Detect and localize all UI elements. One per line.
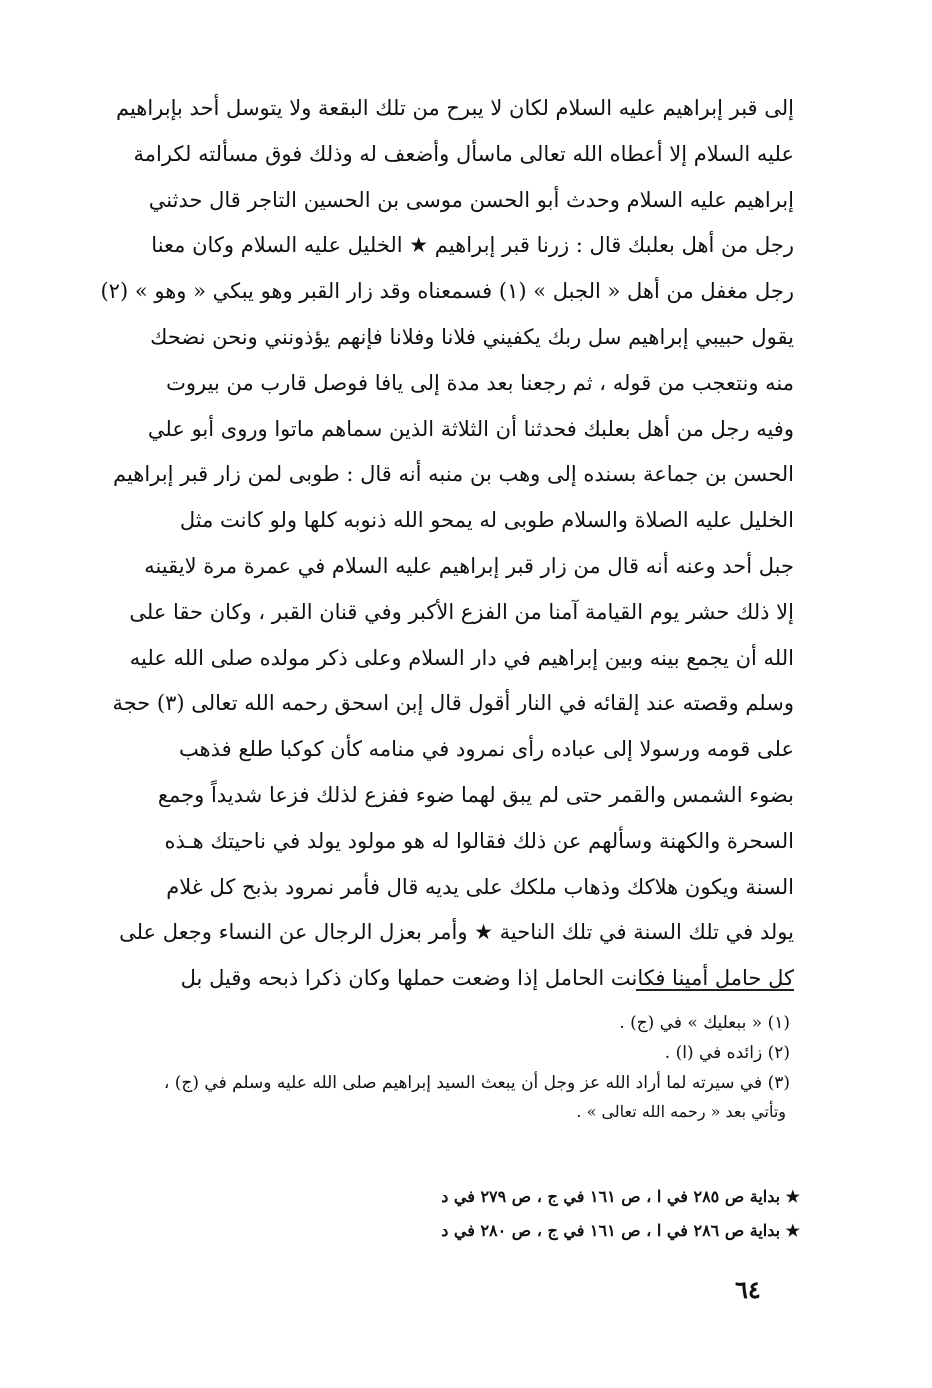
- page-mark-1: ★ بداية ص ٢٨٥ في ا ، ص ١٦١ في ج ، ص ٢٧٩ في د: [441, 1187, 800, 1206]
- text-line-12: إلا ذلك حشر يوم القيامة آمنا من الفزع الأكبر وفي قنان القبر ، وكان حقا على: [129, 599, 794, 624]
- footnote-1: (١) « ببعليك » في (ج) .: [619, 1013, 790, 1033]
- text-line-5: رجل مغفل من أهل « الجبل » (١) فسمعناه وقد زار القبر وهو يبكي « وهو » (٢): [100, 279, 794, 304]
- text-line-2: عليه السلام إلا أعطاه الله تعالى ماسأل وأضعف له وذلك فوق مسألته لكرامة: [133, 141, 794, 166]
- text-line-14: وسلم وقصته عند إلقائه في النار أقول قال إبن اسحق رحمه الله تعالى (٣) حجة: [112, 691, 794, 716]
- text-line-17: السحرة والكهنة وسألهم عن ذلك فقالوا له هو مولود يولد في ناحيتك هـذه: [164, 828, 794, 853]
- text-line-8: وفيه رجل من أهل بعلبك فحدثنا أن الثلاثة الذين سماهم ماتوا وروى أبو علي: [147, 416, 794, 441]
- text-line-9: الحسن بن جماعة بسنده إلى وهب بن منبه أنه قال : طوبى لمن زار قبر إبراهيم: [112, 462, 794, 487]
- text-line-3: إبراهيم عليه السلام وحدث أبو الحسن موسى بن الحسين التاجر قال حدثني: [148, 187, 794, 212]
- footnotes: [150, 1008, 790, 1126]
- text-line-1: إلى قبر إبراهيم عليه السلام لكان لا يبرح من تلك البقعة ولا يتوسل أحد بإبراهيم: [115, 96, 794, 120]
- text-line-15: على قومه ورسولا إلى عباده رأى نمرود في منامه كأن كوكبا طلع فذهب: [178, 737, 794, 762]
- text-line-13: الله أن يجمع بينه وبين إبراهيم في دار السلام وعلى ذكر مولده صلى الله عليه: [129, 645, 794, 670]
- page-break-marks: [340, 1180, 800, 1248]
- text-line-10: الخليل عليه الصلاة والسلام طوبى له يمحو الله ذنوبه كلها ولو كانت مثل: [179, 508, 794, 533]
- footnote-3-continuation: وتأتي بعد « رحمه الله تعالى » .: [576, 1102, 786, 1121]
- footnote-3: (٣) في سيرته لما أراد الله عز وجل أن يبعث السيد إبراهيم صلى الله عليه وسلم في (ج) ،: [163, 1073, 790, 1093]
- text-line-4: رجل من أهل بعلبك قال : زرنا قبر إبراهيم ★ الخليل عليه السلام وكان معنا: [151, 233, 794, 258]
- footnote-separator: [636, 989, 794, 991]
- text-line-11: جبل أحد وعنه أنه قال من زار قبر إبراهيم عليه السلام في عمرة مرة لايقينه: [144, 553, 794, 578]
- text-line-19: يولد في تلك السنة في تلك الناحية ★ وأمر بعزل الرجال عن النساء وجعل على: [119, 920, 794, 945]
- text-line-6: يقول حبيبي إبراهيم سل ربك يكفيني فلانا وفلانا فإنهم يؤذونني ونحن نضحك: [150, 324, 794, 349]
- page-number: ٦٤: [735, 1275, 761, 1304]
- text-line-7: منه ونتعجب من قوله ، ثم رجعنا بعد مدة إلى يافا فوصل قارب من بيروت: [166, 370, 794, 395]
- main-text: [100, 86, 794, 1002]
- text-line-20: كل حامل أمينا فكانت الحامل إذا وضعت حملها وكان ذكرا ذبحه وقيل بل: [180, 966, 794, 991]
- text-line-16: بضوء الشمس والقمر حتى لم يبق لهما ضوء ففزع لذلك فزعا شديداً وجمع: [157, 782, 794, 807]
- footnote-2: (٢) زائده في (ا) .: [664, 1043, 790, 1063]
- text-line-18: السنة ويكون هلاكك وذهاب ملكك على يديه قال فأمر نمرود بذبح كل غلام: [166, 874, 794, 899]
- page-mark-2: ★ بداية ص ٢٨٦ في ا ، ص ١٦١ في ج ، ص ٢٨٠ في د: [441, 1221, 800, 1240]
